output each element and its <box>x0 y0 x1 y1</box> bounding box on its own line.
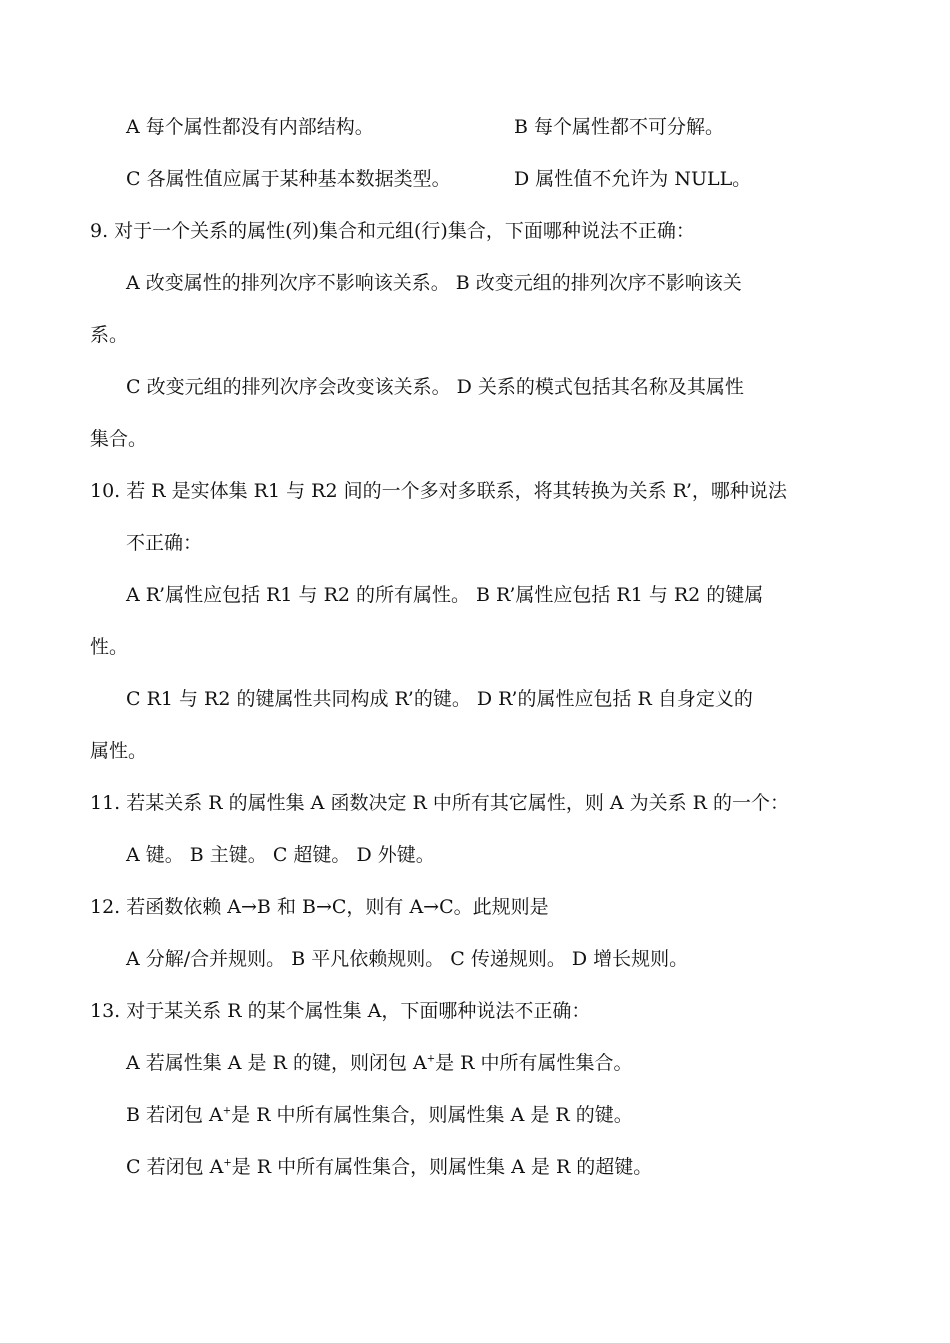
q8-options-ab <box>126 115 724 139</box>
closure-plus-mark: + <box>426 1053 436 1065</box>
q12-options: A 分解/合并规则。 B 平凡依赖规则。 C 传递规则。 D 增长规则。 <box>126 948 689 970</box>
q12-stem: 12. 若函数依赖 A→B 和 B→C，则有 A→C。此规则是 <box>90 896 549 918</box>
q9-stem: 9. 对于一个关系的属性(列)集合和元组(行)集合，下面哪种说法不正确： <box>90 220 695 242</box>
q10-options-ab-line1: A R’属性应包括 R1 与 R2 的所有属性。 B R’属性应包括 R1 与 R2 的键属 <box>126 584 764 606</box>
q13-option-a-pre: A 若属性集 A 是 R 的键，则闭包 A <box>126 1052 427 1074</box>
q8-option-b: B 每个属性都不可分解。 <box>514 116 725 138</box>
q8-option-d: D 属性值不允许为 NULL。 <box>514 168 752 190</box>
q11-stem: 11. 若某关系 R 的属性集 A 函数决定 R 中所有其它属性，则 A 为关系 R 的一个： <box>90 792 790 814</box>
q10-options-ab-line2: 性。 <box>90 636 129 658</box>
q13-option-b-pre: B 若闭包 A <box>126 1104 223 1126</box>
q10-options-cd-line2: 属性。 <box>90 740 148 762</box>
q10-options-cd-line1: C R1 与 R2 的键属性共同构成 R’的键。 D R’的属性应包括 R 自身定义的 <box>126 688 753 710</box>
closure-plus-mark: + <box>222 1105 232 1117</box>
q10-stem-line2: 不正确： <box>126 532 203 554</box>
q13-option-c-pre: C 若闭包 A <box>126 1156 224 1178</box>
q13-option-c <box>126 1155 652 1179</box>
q9-options-cd-line2: 集合。 <box>90 428 148 450</box>
q13-stem: 13. 对于某关系 R 的某个属性集 A，下面哪种说法不正确： <box>90 1000 591 1022</box>
q11-options: A 键。 B 主键。 C 超键。 D 外键。 <box>126 844 435 866</box>
q13-option-a-post: 是 R 中所有属性集合。 <box>435 1052 633 1074</box>
q8-option-a: A 每个属性都没有内部结构。 <box>126 116 374 138</box>
q13-option-c-post: 是 R 中所有属性集合，则属性集 A 是 R 的超键。 <box>231 1156 653 1178</box>
q9-options-ab-line1: A 改变属性的排列次序不影响该关系。 B 改变元组的排列次序不影响该关 <box>126 272 742 294</box>
closure-plus-mark: + <box>223 1157 232 1169</box>
q10-stem-line1: 10. 若 R 是实体集 R1 与 R2 间的一个多对多联系，将其转换为关系 R’，哪种说法 <box>90 480 787 502</box>
q8-options-cd <box>126 167 751 191</box>
q13-option-a <box>126 1051 633 1075</box>
q13-option-b-post: 是 R 中所有属性集合，则属性集 A 是 R 的键。 <box>231 1104 633 1126</box>
q8-option-c: C 各属性值应属于某种基本数据类型。 <box>126 168 451 190</box>
q9-options-cd-line1: C 改变元组的排列次序会改变该关系。 D 关系的模式包括其名称及其属性 <box>126 376 744 398</box>
q13-option-b <box>126 1103 633 1127</box>
q9-options-ab-line2: 系。 <box>90 324 129 346</box>
